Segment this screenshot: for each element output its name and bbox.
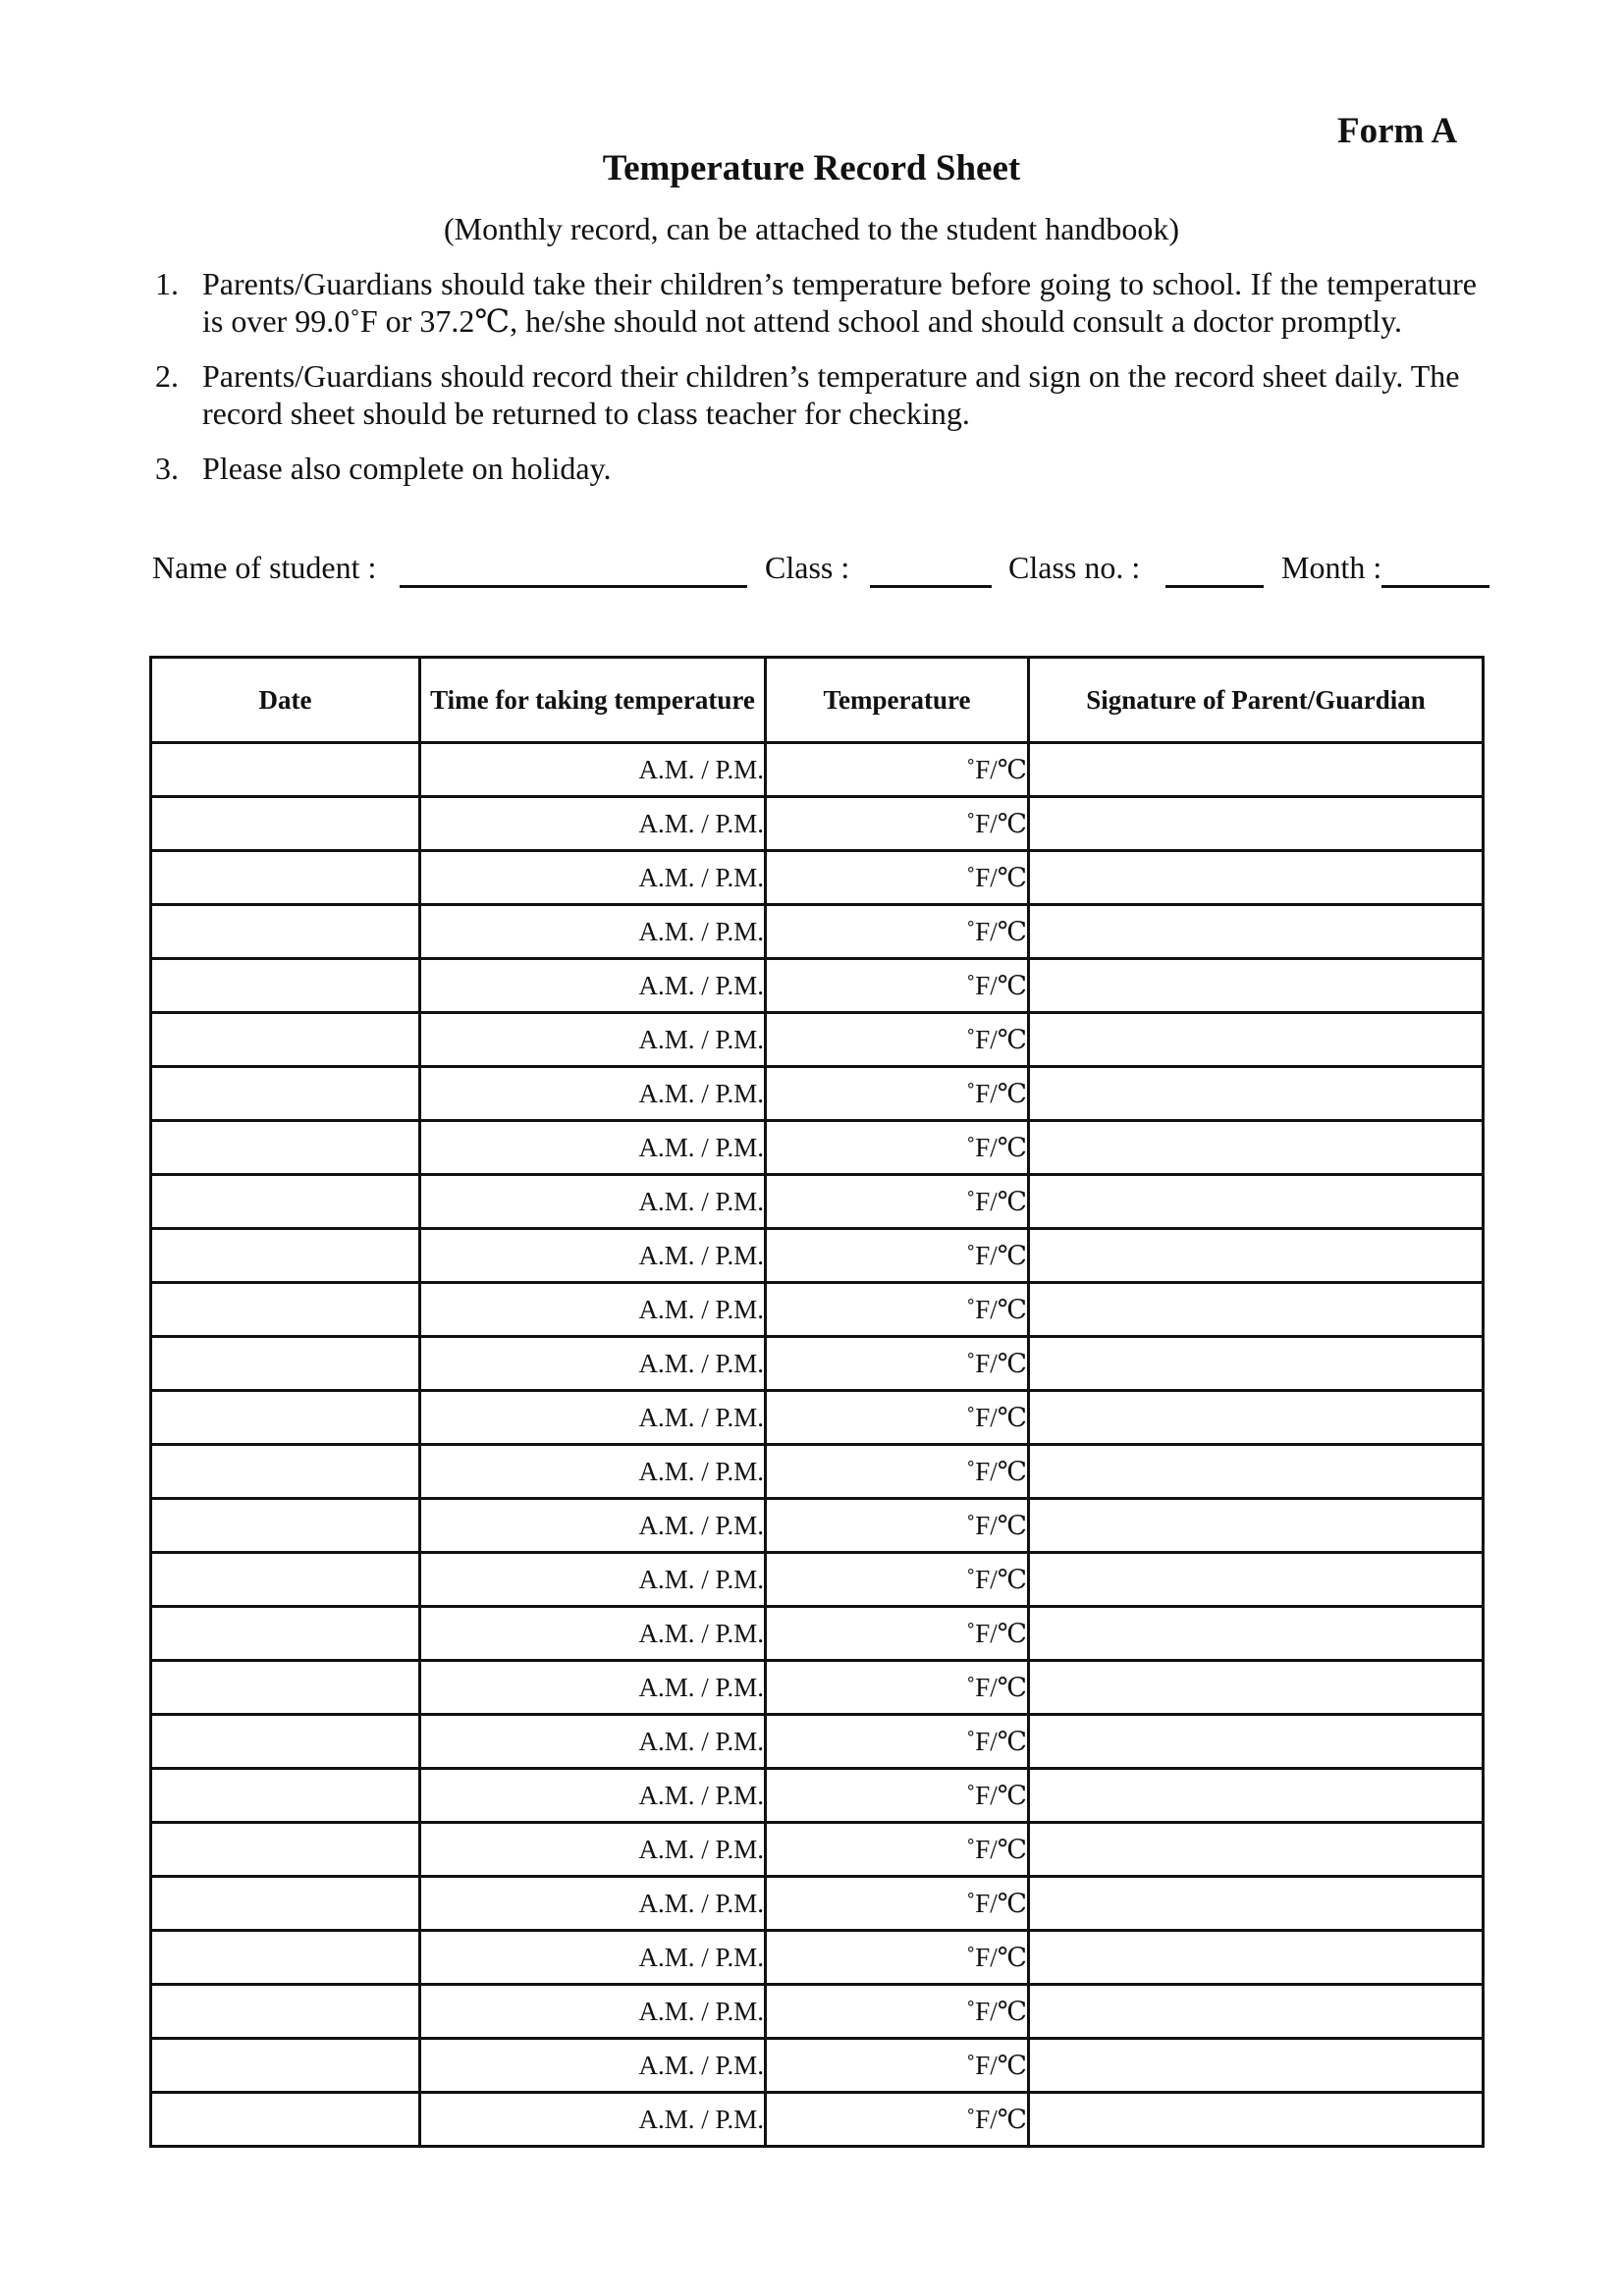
column-header-signature: Signature of Parent/Guardian — [1029, 658, 1484, 743]
date-cell[interactable] — [151, 1067, 420, 1121]
temperature-cell: ˚F/℃ — [766, 1445, 1029, 1499]
instruction-number: 3. — [155, 451, 179, 486]
table-row — [151, 1553, 1484, 1607]
signature-cell[interactable] — [1029, 1877, 1484, 1931]
temperature-cell: ˚F/℃ — [766, 1391, 1029, 1445]
column-header-date: Date — [151, 658, 420, 743]
temperature-cell: ˚F/℃ — [766, 1607, 1029, 1661]
temperature-cell: ˚F/℃ — [766, 1121, 1029, 1175]
table-row — [151, 959, 1484, 1013]
signature-cell[interactable] — [1029, 2039, 1484, 2093]
date-cell[interactable] — [151, 1877, 420, 1931]
signature-cell[interactable] — [1029, 1823, 1484, 1877]
time-cell: A.M. / P.M. — [420, 1715, 766, 1769]
signature-cell[interactable] — [1029, 1067, 1484, 1121]
table-row — [151, 1931, 1484, 1985]
table-row — [151, 1985, 1484, 2039]
date-cell[interactable] — [151, 1553, 420, 1607]
signature-cell[interactable] — [1029, 2093, 1484, 2147]
time-cell: A.M. / P.M. — [420, 1391, 766, 1445]
table-row — [151, 1121, 1484, 1175]
signature-cell[interactable] — [1029, 1445, 1484, 1499]
instruction-item — [155, 357, 1477, 432]
date-cell[interactable] — [151, 959, 420, 1013]
instruction-text: Parents/Guardians should record their children’s temperature and sign on the record sheet daily. The record sheet should be returned to class teacher for checking. — [202, 358, 1460, 431]
date-cell[interactable] — [151, 1121, 420, 1175]
signature-cell[interactable] — [1029, 1391, 1484, 1445]
time-cell: A.M. / P.M. — [420, 1985, 766, 2039]
signature-cell[interactable] — [1029, 1013, 1484, 1067]
signature-cell[interactable] — [1029, 1931, 1484, 1985]
time-cell: A.M. / P.M. — [420, 1283, 766, 1337]
signature-cell[interactable] — [1029, 1175, 1484, 1229]
date-cell[interactable] — [151, 1445, 420, 1499]
table-row — [151, 1229, 1484, 1283]
student-name-label: Name of student : — [152, 550, 377, 585]
column-header-temperature: Temperature — [766, 658, 1029, 743]
table-header-row — [151, 658, 1484, 743]
date-cell[interactable] — [151, 851, 420, 905]
time-cell: A.M. / P.M. — [420, 1877, 766, 1931]
temperature-cell: ˚F/℃ — [766, 1337, 1029, 1391]
signature-cell[interactable] — [1029, 851, 1484, 905]
date-cell[interactable] — [151, 1715, 420, 1769]
table-row — [151, 1283, 1484, 1337]
signature-cell[interactable] — [1029, 1715, 1484, 1769]
column-header-time: Time for taking temperature — [420, 658, 766, 743]
date-cell[interactable] — [151, 1391, 420, 1445]
temperature-cell: ˚F/℃ — [766, 1553, 1029, 1607]
table-row — [151, 1067, 1484, 1121]
month-label: Month : — [1281, 550, 1382, 585]
time-cell: A.M. / P.M. — [420, 1175, 766, 1229]
table-row — [151, 1499, 1484, 1553]
temperature-cell: ˚F/℃ — [766, 1499, 1029, 1553]
temperature-cell: ˚F/℃ — [766, 1985, 1029, 2039]
temperature-cell: ˚F/℃ — [766, 1229, 1029, 1283]
instruction-text: Parents/Guardians should take their children’s temperature before going to school. If the temperature is over 99.0˚F or 37.2℃, he/she should not attend school and should consult a doctor promptly. — [202, 266, 1477, 339]
date-cell[interactable] — [151, 905, 420, 959]
table-row — [151, 743, 1484, 797]
signature-cell[interactable] — [1029, 1283, 1484, 1337]
date-cell[interactable] — [151, 1337, 420, 1391]
time-cell: A.M. / P.M. — [420, 2039, 766, 2093]
date-cell[interactable] — [151, 1283, 420, 1337]
signature-cell[interactable] — [1029, 1553, 1484, 1607]
month-field[interactable] — [1381, 585, 1489, 588]
table-row — [151, 1823, 1484, 1877]
signature-cell[interactable] — [1029, 1337, 1484, 1391]
temperature-cell: ˚F/℃ — [766, 1715, 1029, 1769]
date-cell[interactable] — [151, 1769, 420, 1823]
date-cell[interactable] — [151, 797, 420, 851]
temperature-cell: ˚F/℃ — [766, 1769, 1029, 1823]
time-cell: A.M. / P.M. — [420, 797, 766, 851]
temperature-cell: ˚F/℃ — [766, 797, 1029, 851]
signature-cell[interactable] — [1029, 1499, 1484, 1553]
temperature-cell: ˚F/℃ — [766, 2039, 1029, 2093]
time-cell: A.M. / P.M. — [420, 1013, 766, 1067]
table-row — [151, 1715, 1484, 1769]
signature-cell[interactable] — [1029, 1769, 1484, 1823]
time-cell: A.M. / P.M. — [420, 1229, 766, 1283]
instructions-list — [155, 265, 1477, 505]
time-cell: A.M. / P.M. — [420, 959, 766, 1013]
table-row — [151, 1445, 1484, 1499]
temperature-cell: ˚F/℃ — [766, 743, 1029, 797]
date-cell[interactable] — [151, 2093, 420, 2147]
time-cell: A.M. / P.M. — [420, 1337, 766, 1391]
time-cell: A.M. / P.M. — [420, 1769, 766, 1823]
temperature-record-table — [149, 656, 1485, 2148]
time-cell: A.M. / P.M. — [420, 1121, 766, 1175]
table-row — [151, 2039, 1484, 2093]
signature-cell[interactable] — [1029, 797, 1484, 851]
signature-cell[interactable] — [1029, 1229, 1484, 1283]
date-cell[interactable] — [151, 2039, 420, 2093]
temperature-cell: ˚F/℃ — [766, 1877, 1029, 1931]
time-cell: A.M. / P.M. — [420, 1499, 766, 1553]
temperature-cell: ˚F/℃ — [766, 1823, 1029, 1877]
instruction-item — [155, 450, 1477, 487]
time-cell: A.M. / P.M. — [420, 1931, 766, 1985]
page-subtitle: (Monthly record, can be attached to the student handbook) — [443, 211, 1180, 246]
temperature-cell: ˚F/℃ — [766, 851, 1029, 905]
class-field[interactable] — [870, 585, 992, 588]
time-cell: A.M. / P.M. — [420, 1823, 766, 1877]
table-row — [151, 1661, 1484, 1715]
date-cell[interactable] — [151, 1229, 420, 1283]
table-row — [151, 1877, 1484, 1931]
class-no-label: Class no. : — [1008, 550, 1141, 585]
time-cell: A.M. / P.M. — [420, 1445, 766, 1499]
page-title: Temperature Record Sheet — [602, 148, 1021, 188]
signature-cell[interactable] — [1029, 905, 1484, 959]
time-cell: A.M. / P.M. — [420, 1607, 766, 1661]
date-cell[interactable] — [151, 1931, 420, 1985]
time-cell: A.M. / P.M. — [420, 1553, 766, 1607]
student-info-fields — [152, 550, 1489, 591]
date-cell[interactable] — [151, 1499, 420, 1553]
instruction-number: 2. — [155, 358, 179, 394]
date-cell[interactable] — [151, 1013, 420, 1067]
date-cell[interactable] — [151, 1661, 420, 1715]
time-cell: A.M. / P.M. — [420, 743, 766, 797]
table-row — [151, 797, 1484, 851]
date-cell[interactable] — [151, 743, 420, 797]
date-cell[interactable] — [151, 1607, 420, 1661]
temperature-cell: ˚F/℃ — [766, 1067, 1029, 1121]
time-cell: A.M. / P.M. — [420, 1067, 766, 1121]
date-cell[interactable] — [151, 1985, 420, 2039]
temperature-cell: ˚F/℃ — [766, 1661, 1029, 1715]
temperature-cell: ˚F/℃ — [766, 959, 1029, 1013]
temperature-cell: ˚F/℃ — [766, 2093, 1029, 2147]
temperature-cell: ˚F/℃ — [766, 905, 1029, 959]
table-row — [151, 1769, 1484, 1823]
class-no-field[interactable] — [1165, 585, 1264, 588]
signature-cell[interactable] — [1029, 1985, 1484, 2039]
time-cell: A.M. / P.M. — [420, 851, 766, 905]
table-row — [151, 851, 1484, 905]
time-cell: A.M. / P.M. — [420, 2093, 766, 2147]
time-cell: A.M. / P.M. — [420, 1661, 766, 1715]
table-row — [151, 1337, 1484, 1391]
signature-cell[interactable] — [1029, 959, 1484, 1013]
date-cell[interactable] — [151, 1175, 420, 1229]
table-row — [151, 1013, 1484, 1067]
table-body — [151, 743, 1484, 2147]
table-row — [151, 2093, 1484, 2147]
table-row — [151, 905, 1484, 959]
time-cell: A.M. / P.M. — [420, 905, 766, 959]
temperature-cell: ˚F/℃ — [766, 1013, 1029, 1067]
instruction-item — [155, 265, 1477, 340]
instruction-number: 1. — [155, 266, 179, 301]
table-row — [151, 1175, 1484, 1229]
signature-cell[interactable] — [1029, 1661, 1484, 1715]
form-label: Form A — [1337, 111, 1458, 151]
temperature-cell: ˚F/℃ — [766, 1931, 1029, 1985]
temperature-cell: ˚F/℃ — [766, 1175, 1029, 1229]
student-name-field[interactable] — [400, 585, 747, 588]
signature-cell[interactable] — [1029, 1607, 1484, 1661]
signature-cell[interactable] — [1029, 1121, 1484, 1175]
table-row — [151, 1391, 1484, 1445]
class-label: Class : — [765, 550, 850, 585]
instruction-text: Please also complete on holiday. — [202, 451, 612, 486]
table-row — [151, 1607, 1484, 1661]
signature-cell[interactable] — [1029, 743, 1484, 797]
temperature-cell: ˚F/℃ — [766, 1283, 1029, 1337]
date-cell[interactable] — [151, 1823, 420, 1877]
